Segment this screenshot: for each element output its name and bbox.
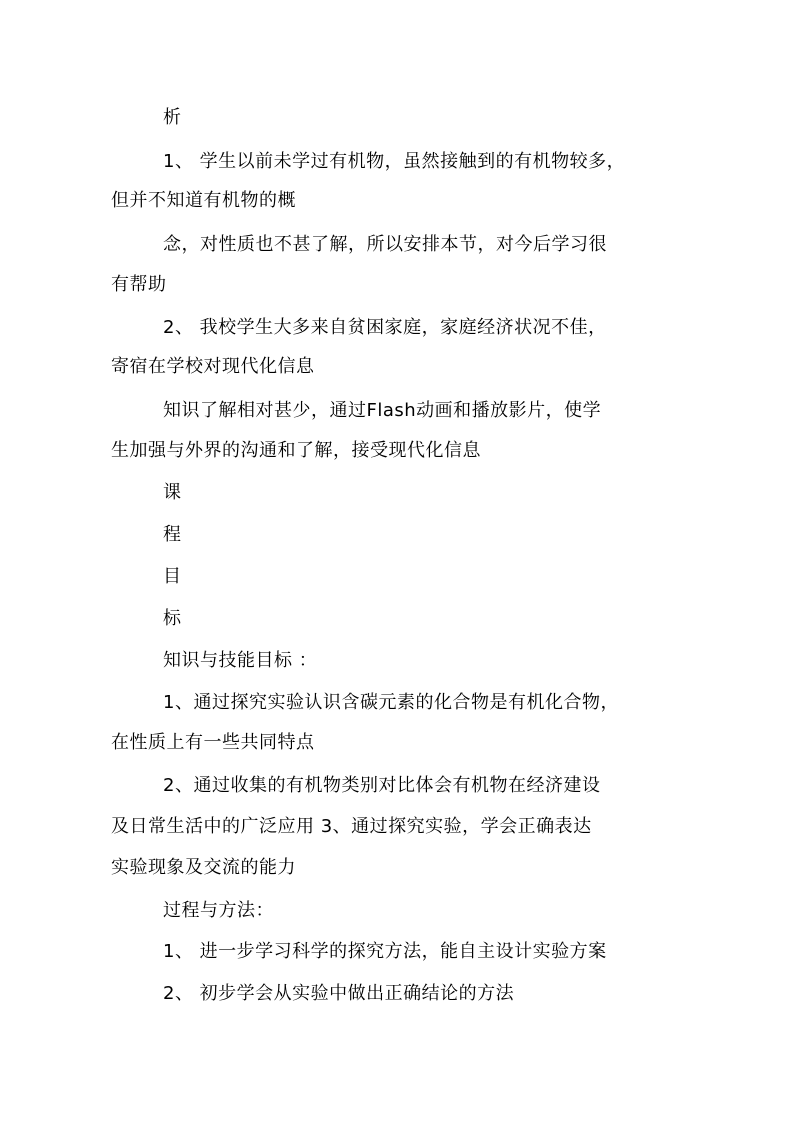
text-line: 2、 我校学生大多来自贫困家庭，家庭经济状况不佳， [163,317,607,338]
section-heading: 知识与技能目标 ： [163,650,318,671]
text-line: 1、 学生以前未学过有机物，虽然接触到的有机物较多， [163,151,626,172]
text-line: 课 [163,482,182,503]
text-line: 寄宿在学校对现代化信息 [111,356,315,377]
text-line: 1、通过探究实验认识含碳元素的化合物是有机化合物， [163,692,619,713]
text-line: 标 [163,608,182,629]
text-line: 生加强与外界的沟通和了解，接受现代化信息 [111,440,481,461]
text-line: 实验现象及交流的能力 [111,857,296,878]
text-line: 在性质上有一些共同特点 [111,732,315,753]
text-line: 目 [163,566,182,587]
text-line: 2、 初步学会从实验中做出正确结论的方法 [163,983,515,1004]
text-line: 1、 进一步学习科学的探究方法，能自主设计实验方案 [163,941,607,962]
text-line: 但并不知道有机物的概 [111,190,296,211]
text-line: 念，对性质也不甚了解，所以安排本节，对今后学习很 [163,234,607,255]
text-line: 知识了解相对甚少，通过Flash动画和播放影片，使学 [163,400,602,421]
section-heading: 过程与方法： [163,900,274,921]
text-line: 程 [163,524,182,545]
text-line: 2、通过收集的有机物类别对比体会有机物在经济建设 [163,775,601,796]
text-line: 析 [163,107,182,128]
text-line: 有帮助 [111,274,167,295]
text-line: 及日常生活中的广泛应用 3、通过探究实验，学会正确表达 [111,816,592,837]
